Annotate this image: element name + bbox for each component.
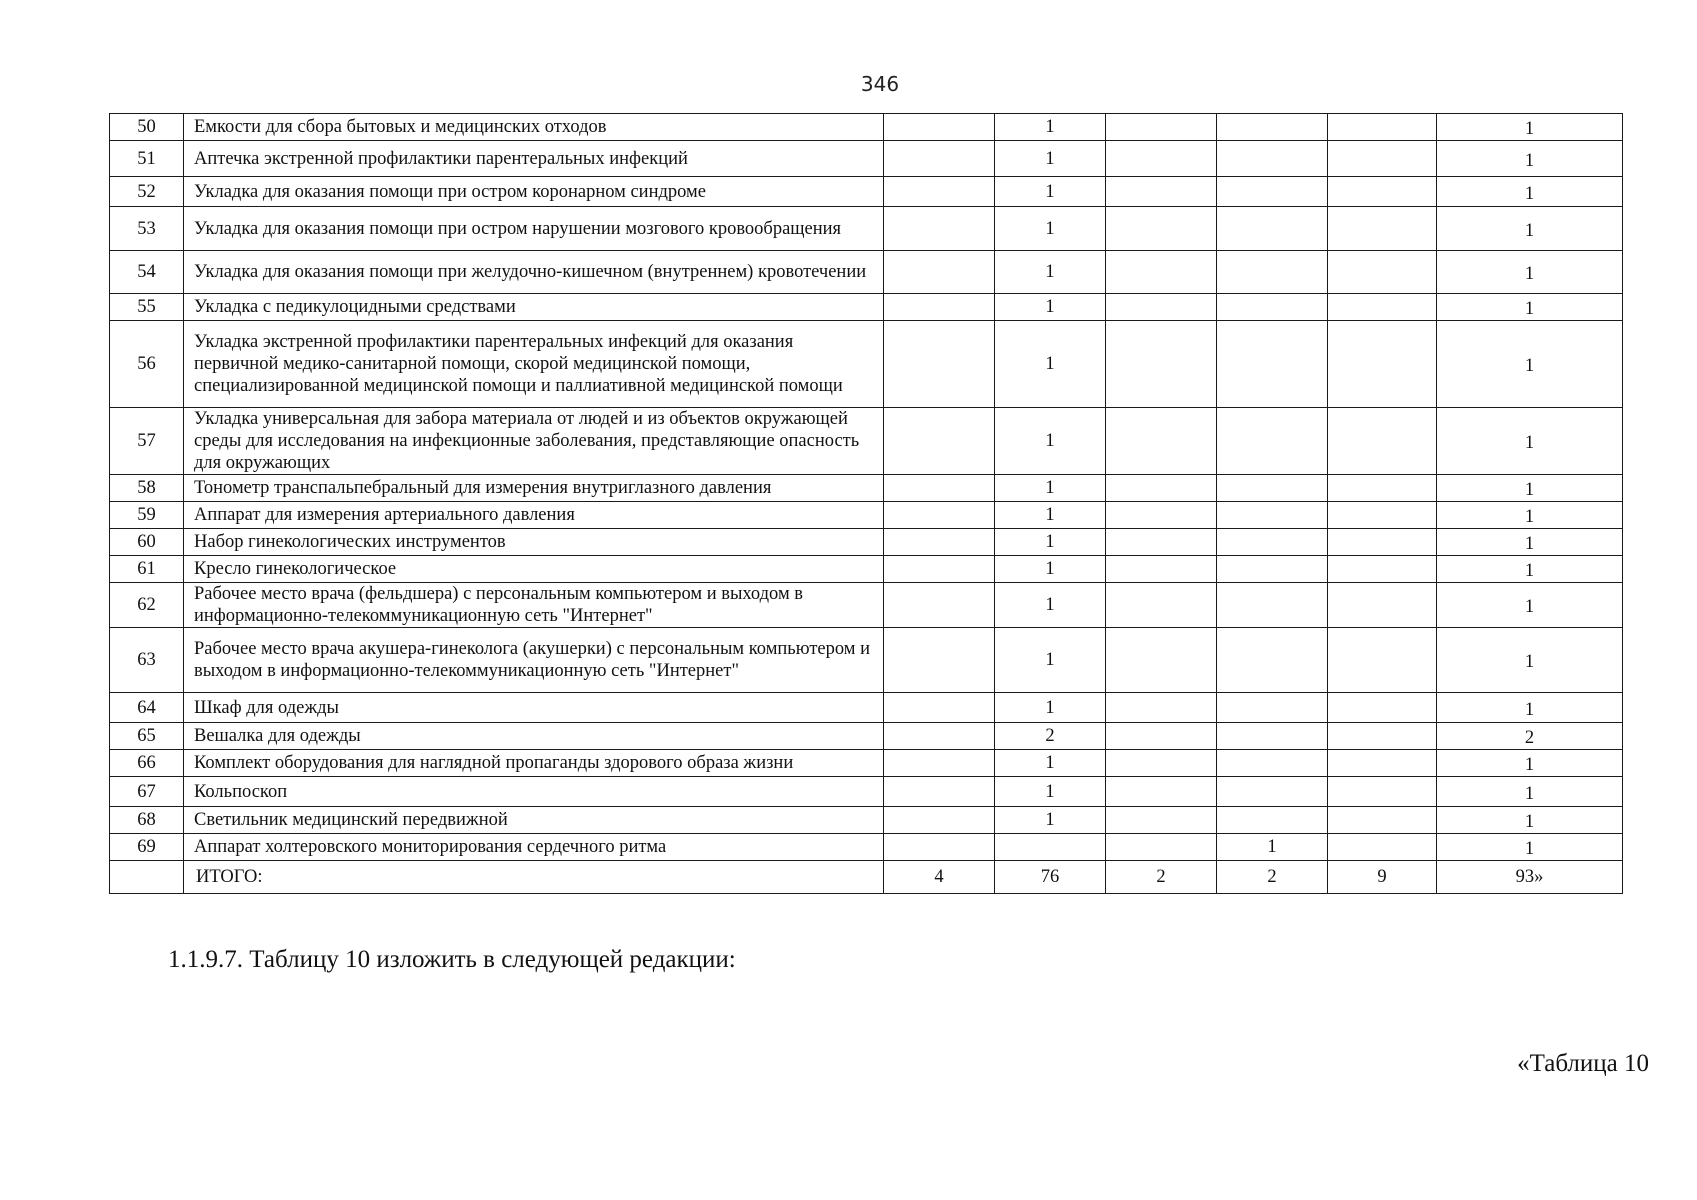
quantity-cell-c2: 1 <box>995 502 1106 529</box>
equipment-name-cell: Укладка экстренной профилактики парентеральных инфекций для оказания первичной медико-санитарной помощи, скорой медицинской помощи, специализированной медицинской помощи и паллиативной медицинской помощи <box>184 321 884 408</box>
equipment-name-cell: Емкости для сбора бытовых и медицинских отходов <box>184 114 884 141</box>
row-number-cell: 56 <box>110 321 184 408</box>
row-number-cell: 50 <box>110 114 184 141</box>
quantity-cell-c5 <box>1328 628 1437 693</box>
quantity-cell-c4 <box>1217 777 1328 807</box>
quantity-cell-c1 <box>884 807 995 834</box>
quantity-cell-c4 <box>1217 529 1328 556</box>
quantity-cell-c4 <box>1217 628 1328 693</box>
quantity-cell-c4 <box>1217 556 1328 583</box>
quantity-cell-c5 <box>1328 723 1437 750</box>
quantity-cell-c5 <box>1328 251 1437 294</box>
quantity-cell-c5 <box>1328 294 1437 321</box>
quantity-cell-c2: 1 <box>995 777 1106 807</box>
quantity-cell-c1 <box>884 475 995 502</box>
total-c2-cell: 76 <box>995 861 1106 894</box>
quantity-cell-c6: 1 <box>1437 628 1623 693</box>
table-row <box>110 114 1623 141</box>
quantity-cell-c4 <box>1217 321 1328 408</box>
quantity-cell-c4 <box>1217 475 1328 502</box>
equipment-name-cell: Укладка для оказания помощи при желудочно-кишечном (внутреннем) кровотечении <box>184 251 884 294</box>
clause-text: 1.1.9.7. Таблицу 10 изложить в следующей редакции: <box>168 946 736 973</box>
quantity-cell-c1 <box>884 834 995 861</box>
quantity-cell-c6: 1 <box>1437 207 1623 251</box>
quantity-cell-c5 <box>1328 777 1437 807</box>
equipment-name-cell: Шкаф для одежды <box>184 693 884 723</box>
quantity-cell-c1 <box>884 114 995 141</box>
quantity-cell-c6: 1 <box>1437 475 1623 502</box>
row-number-cell: 55 <box>110 294 184 321</box>
quantity-cell-c1 <box>884 177 995 207</box>
table-row <box>110 834 1623 861</box>
quantity-cell-c3 <box>1106 408 1217 475</box>
quantity-cell-c3 <box>1106 114 1217 141</box>
quantity-cell-c2: 1 <box>995 628 1106 693</box>
quantity-cell-c2: 1 <box>995 408 1106 475</box>
quantity-cell-c6: 1 <box>1437 408 1623 475</box>
table-row <box>110 807 1623 834</box>
total-num-cell <box>110 861 184 894</box>
quantity-cell-c6: 1 <box>1437 750 1623 777</box>
quantity-cell-c1 <box>884 502 995 529</box>
row-number-cell: 58 <box>110 475 184 502</box>
quantity-cell-c2: 1 <box>995 529 1106 556</box>
quantity-cell-c3 <box>1106 723 1217 750</box>
equipment-name-cell: Набор гинекологических инструментов <box>184 529 884 556</box>
table-row <box>110 502 1623 529</box>
quantity-cell-c3 <box>1106 777 1217 807</box>
table-row <box>110 529 1623 556</box>
table-row <box>110 583 1623 628</box>
equipment-name-cell: Укладка для оказания помощи при остром нарушении мозгового кровообращения <box>184 207 884 251</box>
quantity-cell-c6: 1 <box>1437 251 1623 294</box>
quantity-cell-c3 <box>1106 502 1217 529</box>
total-row <box>110 861 1623 894</box>
quantity-cell-c3 <box>1106 141 1217 177</box>
quantity-cell-c1 <box>884 141 995 177</box>
quantity-cell-c3 <box>1106 583 1217 628</box>
table-row <box>110 294 1623 321</box>
quantity-cell-c1 <box>884 777 995 807</box>
quantity-cell-c4: 1 <box>1217 834 1328 861</box>
table-row <box>110 177 1623 207</box>
quantity-cell-c1 <box>884 693 995 723</box>
table-row <box>110 777 1623 807</box>
quantity-cell-c2: 1 <box>995 251 1106 294</box>
row-number-cell: 57 <box>110 408 184 475</box>
equipment-name-cell: Укладка с педикулоцидными средствами <box>184 294 884 321</box>
table-row <box>110 207 1623 251</box>
quantity-cell-c6: 1 <box>1437 583 1623 628</box>
quantity-cell-c2: 1 <box>995 294 1106 321</box>
quantity-cell-c5 <box>1328 475 1437 502</box>
quantity-cell-c3 <box>1106 177 1217 207</box>
quantity-cell-c5 <box>1328 408 1437 475</box>
equipment-name-cell: Светильник медицинский передвижной <box>184 807 884 834</box>
quantity-cell-c4 <box>1217 207 1328 251</box>
quantity-cell-c2: 1 <box>995 583 1106 628</box>
quantity-cell-c5 <box>1328 114 1437 141</box>
quantity-cell-c2: 1 <box>995 114 1106 141</box>
quantity-cell-c4 <box>1217 502 1328 529</box>
quantity-cell-c5 <box>1328 807 1437 834</box>
table-row <box>110 693 1623 723</box>
row-number-cell: 59 <box>110 502 184 529</box>
row-number-cell: 68 <box>110 807 184 834</box>
quantity-cell-c3 <box>1106 693 1217 723</box>
quantity-cell-c3 <box>1106 529 1217 556</box>
row-number-cell: 69 <box>110 834 184 861</box>
quantity-cell-c2: 1 <box>995 750 1106 777</box>
quantity-cell-c4 <box>1217 251 1328 294</box>
quantity-cell-c3 <box>1106 807 1217 834</box>
table-row <box>110 723 1623 750</box>
table-row <box>110 475 1623 502</box>
quantity-cell-c3 <box>1106 628 1217 693</box>
quantity-cell-c5 <box>1328 502 1437 529</box>
equipment-name-cell: Вешалка для одежды <box>184 723 884 750</box>
quantity-cell-c4 <box>1217 177 1328 207</box>
quantity-cell-c6: 1 <box>1437 834 1623 861</box>
quantity-cell-c5 <box>1328 834 1437 861</box>
quantity-cell-c4 <box>1217 114 1328 141</box>
quantity-cell-c2: 1 <box>995 321 1106 408</box>
table-row <box>110 628 1623 693</box>
quantity-cell-c6: 1 <box>1437 294 1623 321</box>
quantity-cell-c1 <box>884 294 995 321</box>
quantity-cell-c3 <box>1106 834 1217 861</box>
quantity-cell-c3 <box>1106 556 1217 583</box>
row-number-cell: 54 <box>110 251 184 294</box>
quantity-cell-c2: 1 <box>995 475 1106 502</box>
total-c3-cell: 2 <box>1106 861 1217 894</box>
quantity-cell-c6: 1 <box>1437 529 1623 556</box>
quantity-cell-c6: 1 <box>1437 321 1623 408</box>
quantity-cell-c6: 1 <box>1437 693 1623 723</box>
quantity-cell-c2: 1 <box>995 207 1106 251</box>
quantity-cell-c3 <box>1106 294 1217 321</box>
row-number-cell: 66 <box>110 750 184 777</box>
quantity-cell-c2: 1 <box>995 141 1106 177</box>
quantity-cell-c5 <box>1328 529 1437 556</box>
row-number-cell: 61 <box>110 556 184 583</box>
quantity-cell-c3 <box>1106 251 1217 294</box>
row-number-cell: 53 <box>110 207 184 251</box>
quantity-cell-c4 <box>1217 807 1328 834</box>
quantity-cell-c6: 1 <box>1437 556 1623 583</box>
quantity-cell-c1 <box>884 321 995 408</box>
quantity-cell-c5 <box>1328 693 1437 723</box>
quantity-cell-c1 <box>884 628 995 693</box>
row-number-cell: 64 <box>110 693 184 723</box>
equipment-name-cell: Рабочее место врача (фельдшера) с персональным компьютером и выходом в информационно-телекоммуникационную сеть "Интернет" <box>184 583 884 628</box>
next-table-caption: «Таблица 10 <box>1517 1050 1649 1077</box>
quantity-cell-c4 <box>1217 408 1328 475</box>
row-number-cell: 52 <box>110 177 184 207</box>
quantity-cell-c4 <box>1217 693 1328 723</box>
quantity-cell-c5 <box>1328 321 1437 408</box>
quantity-cell-c4 <box>1217 750 1328 777</box>
quantity-cell-c6: 1 <box>1437 777 1623 807</box>
quantity-cell-c4 <box>1217 583 1328 628</box>
quantity-cell-c6: 1 <box>1437 114 1623 141</box>
table-row <box>110 251 1623 294</box>
quantity-cell-c1 <box>884 529 995 556</box>
quantity-cell-c1 <box>884 750 995 777</box>
equipment-name-cell: Кресло гинекологическое <box>184 556 884 583</box>
quantity-cell-c1 <box>884 251 995 294</box>
equipment-name-cell: Рабочее место врача акушера-гинеколога (акушерки) с персональным компьютером и выходом в информационно-телекоммуникационную сеть "Интернет" <box>184 628 884 693</box>
equipment-name-cell: Комплект оборудования для наглядной пропаганды здорового образа жизни <box>184 750 884 777</box>
row-number-cell: 62 <box>110 583 184 628</box>
quantity-cell-c6: 2 <box>1437 723 1623 750</box>
equipment-name-cell: Укладка для оказания помощи при остром коронарном синдроме <box>184 177 884 207</box>
equipment-name-cell: Тонометр транспальпебральный для измерения внутриглазного давления <box>184 475 884 502</box>
quantity-cell-c1 <box>884 556 995 583</box>
total-c1-cell: 4 <box>884 861 995 894</box>
row-number-cell: 65 <box>110 723 184 750</box>
quantity-cell-c2: 2 <box>995 723 1106 750</box>
total-c5-cell: 9 <box>1328 861 1437 894</box>
quantity-cell-c6: 1 <box>1437 141 1623 177</box>
equipment-name-cell: Аппарат для измерения артериального давления <box>184 502 884 529</box>
quantity-cell-c3 <box>1106 750 1217 777</box>
total-c4-cell: 2 <box>1217 861 1328 894</box>
equipment-table <box>109 113 1623 894</box>
equipment-name-cell: Кольпоскоп <box>184 777 884 807</box>
row-number-cell: 60 <box>110 529 184 556</box>
quantity-cell-c5 <box>1328 556 1437 583</box>
quantity-cell-c3 <box>1106 475 1217 502</box>
quantity-cell-c1 <box>884 207 995 251</box>
quantity-cell-c2 <box>995 834 1106 861</box>
quantity-cell-c3 <box>1106 321 1217 408</box>
quantity-cell-c5 <box>1328 207 1437 251</box>
quantity-cell-c6: 1 <box>1437 177 1623 207</box>
quantity-cell-c2: 1 <box>995 556 1106 583</box>
table-row <box>110 556 1623 583</box>
quantity-cell-c2: 1 <box>995 807 1106 834</box>
quantity-cell-c3 <box>1106 207 1217 251</box>
quantity-cell-c5 <box>1328 177 1437 207</box>
quantity-cell-c6: 1 <box>1437 502 1623 529</box>
equipment-name-cell: Аппарат холтеровского мониторирования сердечного ритма <box>184 834 884 861</box>
total-c6-cell: 93» <box>1437 861 1623 894</box>
quantity-cell-c1 <box>884 723 995 750</box>
total-label-cell: ИТОГО: <box>184 861 884 894</box>
quantity-cell-c4 <box>1217 723 1328 750</box>
quantity-cell-c5 <box>1328 583 1437 628</box>
table-row <box>110 408 1623 475</box>
equipment-table-body <box>110 114 1623 894</box>
quantity-cell-c2: 1 <box>995 693 1106 723</box>
row-number-cell: 63 <box>110 628 184 693</box>
table-row <box>110 750 1623 777</box>
quantity-cell-c1 <box>884 583 995 628</box>
row-number-cell: 67 <box>110 777 184 807</box>
quantity-cell-c1 <box>884 408 995 475</box>
quantity-cell-c5 <box>1328 750 1437 777</box>
quantity-cell-c2: 1 <box>995 177 1106 207</box>
table-row <box>110 321 1623 408</box>
quantity-cell-c6: 1 <box>1437 807 1623 834</box>
quantity-cell-c5 <box>1328 141 1437 177</box>
page-number: 346 <box>860 72 900 96</box>
quantity-cell-c4 <box>1217 294 1328 321</box>
equipment-name-cell: Аптечка экстренной профилактики парентеральных инфекций <box>184 141 884 177</box>
table-row <box>110 141 1623 177</box>
row-number-cell: 51 <box>110 141 184 177</box>
equipment-name-cell: Укладка универсальная для забора материала от людей и из объектов окружающей среды для исследования на инфекционные заболевания, представляющие опасность для окружающих <box>184 408 884 475</box>
quantity-cell-c4 <box>1217 141 1328 177</box>
